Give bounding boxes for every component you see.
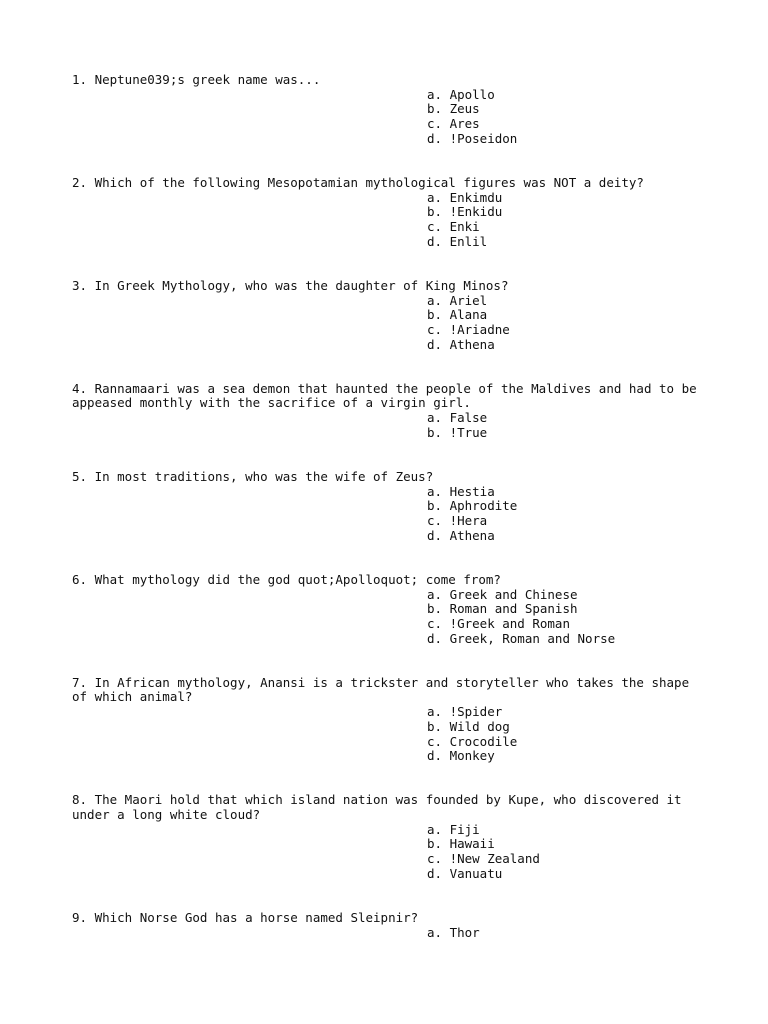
question-text: 8. The Maori hold that which island nation was founded by Kupe, who discovered it under a long white cloud? (72, 792, 690, 823)
quiz-page (72, 72, 705, 970)
answer-option: a. Greek and Chinese (427, 586, 578, 602)
question-text: 3. In Greek Mythology, who was the daughter of King Minos? (72, 277, 509, 293)
question-text: 2. Which of the following Mesopotamian mythological figures was NOT a deity? (72, 174, 644, 190)
question-7 (72, 676, 702, 764)
answer-option: a. Thor (427, 924, 480, 940)
answer-option: a. Enkimdu (427, 189, 503, 205)
answer-options (72, 294, 702, 353)
question-4 (72, 380, 705, 441)
answer-options (72, 588, 702, 647)
answer-option: c. Enki (427, 219, 480, 235)
answer-option: b. Hawaii (427, 836, 495, 852)
question-text: 7. In African mythology, Anansi is a trickster and storyteller who takes the shape of which animal? (72, 674, 697, 705)
answer-option: c. Crocodile (427, 733, 518, 749)
answer-option: a. !Spider (427, 704, 503, 720)
answer-option: a. False (427, 410, 488, 426)
question-text: 5. In most traditions, who was the wife of Zeus? (72, 468, 434, 484)
answer-option: d. Enlil (427, 233, 488, 249)
answer-option: a. Ariel (427, 292, 488, 308)
answer-option: d. Monkey (427, 748, 495, 764)
question-2 (72, 176, 702, 250)
question-text: 4. Rannamaari was a sea demon that haunted the people of the Maldives and had to be appeased monthly with the sacrifice of a virgin girl. (72, 380, 705, 411)
question-9 (72, 911, 702, 940)
answer-options (72, 823, 702, 882)
question-text: 1. Neptune039;s greek name was... (72, 72, 321, 87)
question-6 (72, 573, 702, 647)
answer-option: d. Greek, Roman and Norse (427, 630, 616, 646)
answer-option: c. Ares (427, 116, 480, 132)
answer-option: b. Wild dog (427, 718, 510, 734)
answer-option: c. !Hera (427, 513, 488, 529)
answer-option: d. !Poseidon (427, 130, 518, 146)
answer-option: a. Fiji (427, 821, 480, 837)
answer-option: c. !New Zealand (427, 851, 540, 867)
question-text: 6. What mythology did the god quot;Apolloquot; come from? (72, 571, 501, 587)
answer-option: c. !Greek and Roman (427, 615, 570, 631)
answer-option: b. !True (427, 424, 488, 440)
answer-option: a. Hestia (427, 483, 495, 499)
answer-options (72, 411, 702, 440)
answer-option: a. Apollo (427, 86, 495, 102)
question-1 (72, 73, 702, 147)
answer-option: b. Zeus (427, 101, 480, 117)
answer-options (72, 191, 702, 250)
answer-option: c. !Ariadne (427, 321, 510, 337)
answer-option: d. Vanuatu (427, 865, 503, 881)
answer-options (72, 926, 702, 941)
answer-option: d. Athena (427, 336, 495, 352)
answer-options (72, 485, 702, 544)
question-5 (72, 470, 702, 544)
question-8 (72, 793, 702, 881)
answer-options (72, 88, 702, 147)
answer-option: b. Aphrodite (427, 498, 518, 514)
answer-option: b. !Enkidu (427, 204, 503, 220)
question-text: 9. Which Norse God has a horse named Sleipnir? (72, 909, 419, 925)
question-3 (72, 279, 702, 353)
answer-option: b. Alana (427, 307, 488, 323)
answer-options (72, 705, 702, 764)
answer-option: b. Roman and Spanish (427, 601, 578, 617)
answer-option: d. Athena (427, 527, 495, 543)
